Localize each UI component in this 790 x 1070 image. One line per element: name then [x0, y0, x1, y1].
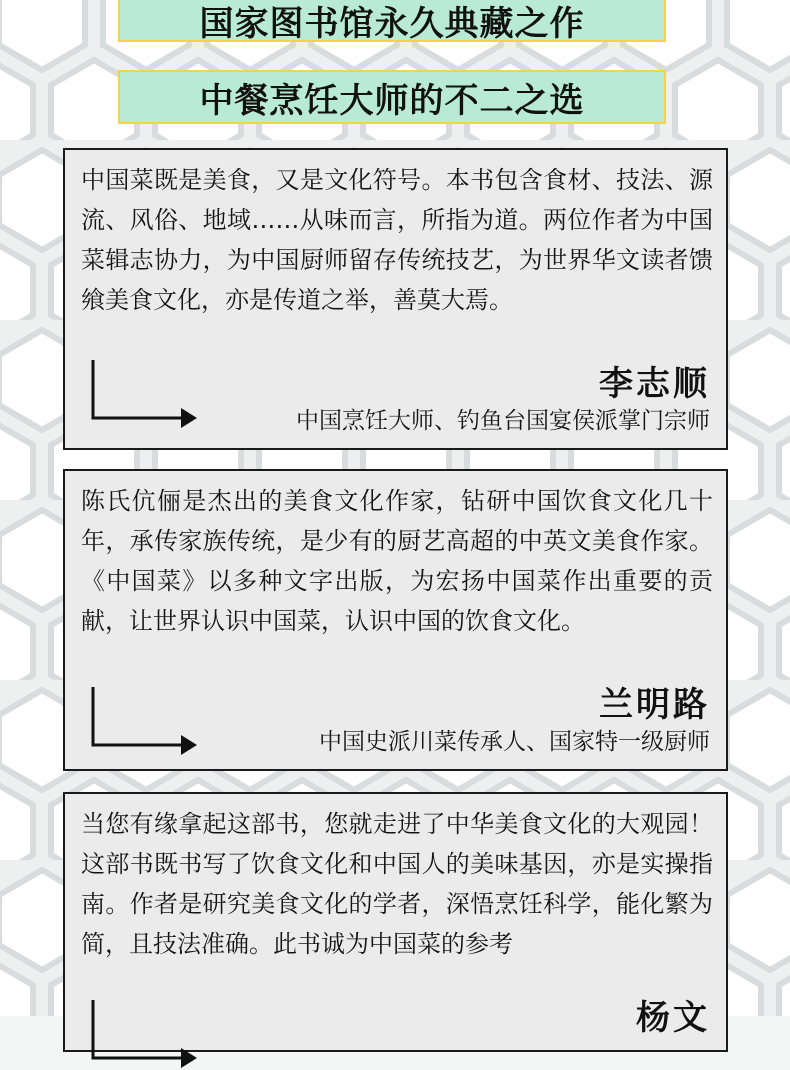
arrow-icon [87, 360, 197, 430]
banner-line-1: 国家图书馆永久典藏之作 [199, 3, 585, 44]
banner-line-2: 中餐烹饪大师的不二之选 [199, 80, 585, 121]
quote-card-1 [63, 148, 728, 450]
quote-card-3 [63, 792, 728, 1052]
banner-chef-choice [118, 70, 666, 124]
arrow-icon [87, 687, 197, 757]
quote-card-2 [63, 469, 728, 771]
quote-text: 当您有缘拿起这部书，您就走进了中华美食文化的大观园！这部书既书写了饮食文化和中国人的美味基因，亦是实操指南。作者是研究美食文化的学者，深悟烹饪科学，能化繁为简，且技法准确。此书诚为中国菜的参考 [81, 810, 713, 958]
quote-author-title: 中国烹饪大师、钓鱼台国宴侯派掌门宗师 [296, 408, 710, 434]
arrow-icon [87, 1000, 197, 1070]
banner-national-library [118, 0, 666, 42]
quote-text: 中国菜既是美食，又是文化符号。本书包含食材、技法、源流、风俗、地域……从味而言，所指为道。两位作者为中国菜辑志协力，为中国厨师留存传统技艺，为世界华文读者馈飨美食文化，亦是传道之举，善莫大焉。 [81, 166, 713, 314]
quote-author: 李志顺 [599, 364, 710, 404]
quote-text: 陈氏伉俪是杰出的美食文化作家，钻研中国饮食文化几十年，承传家族传统，是少有的厨艺高超的中英文美食作家。《中国菜》以多种文字出版，为宏扬中国菜作出重要的贡献，让世界认识中国菜，认识中国的饮食文化。 [81, 487, 713, 635]
quote-author-title: 中国史派川菜传承人、国家特一级厨师 [319, 729, 710, 755]
quote-author: 杨文 [636, 998, 710, 1038]
quote-author: 兰明路 [599, 685, 710, 725]
